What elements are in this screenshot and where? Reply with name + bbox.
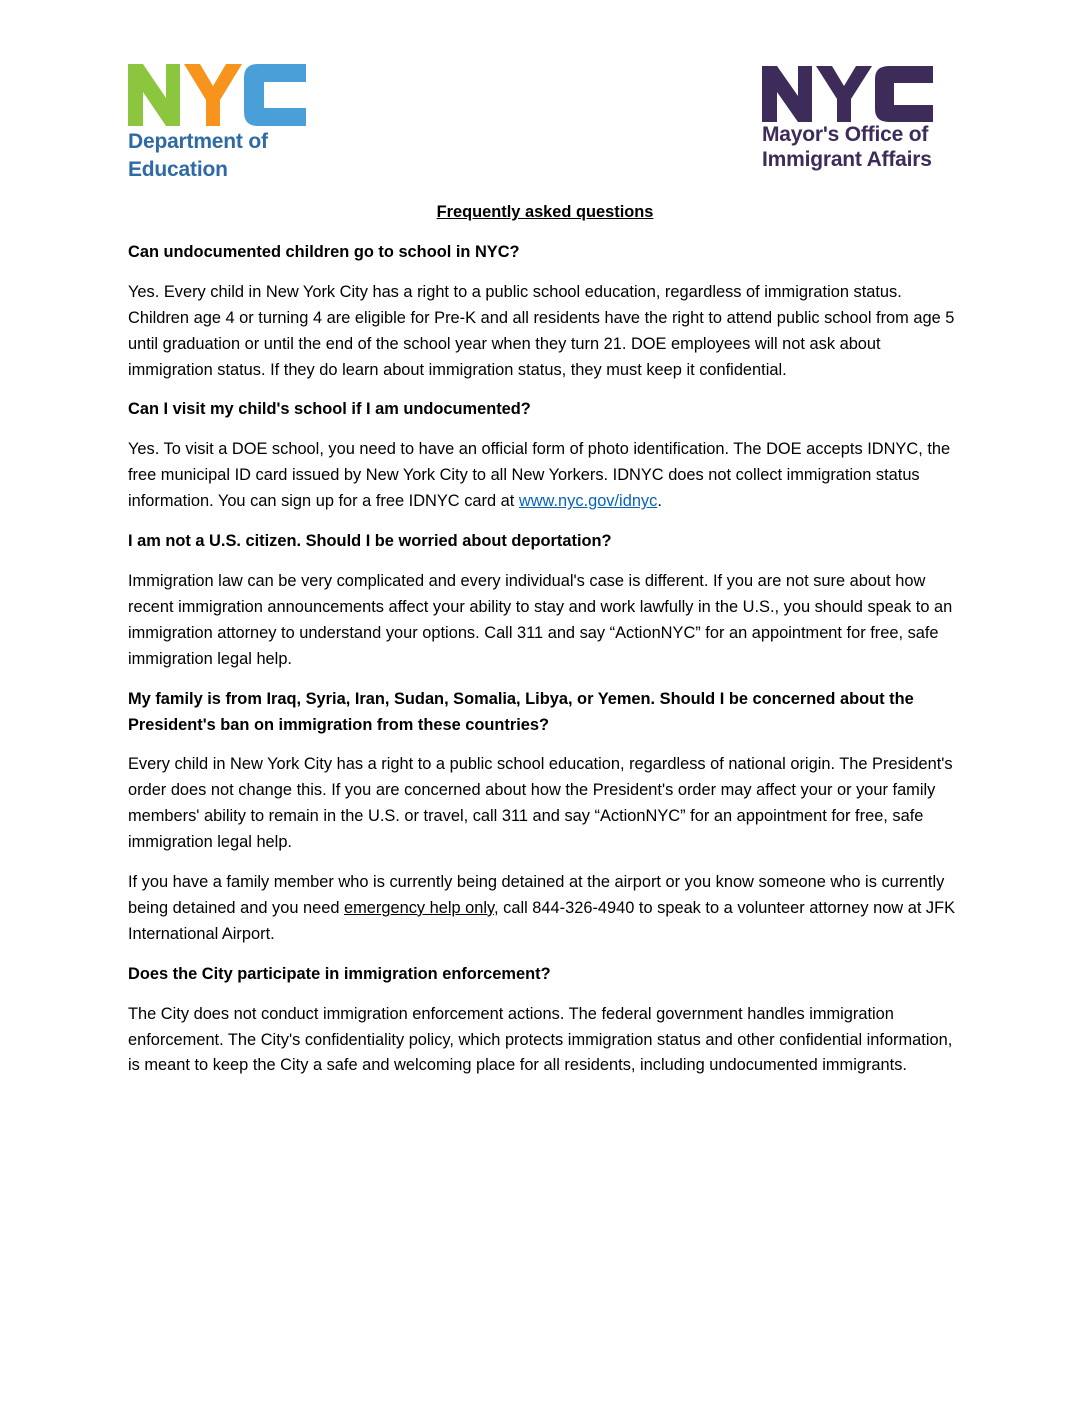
faq-answer-4: Every child in New York City has a right to a public school education, regardless of national origin. The President's order does not change this. If you are concerned about how the President's order may affect your or your family members' ability to remain in the U.S. or travel, call 311 and say “ActionNYC” for an appointment for free, safe immigration legal help. bbox=[128, 755, 953, 852]
moia-logo-line1: Mayor's Office of bbox=[762, 123, 929, 146]
logo-letter-c bbox=[244, 64, 306, 126]
emergency-text-start: If you have a family member who is currently being detained at the airport or you know someone who is currently being detained and you need bbox=[128, 873, 945, 917]
page-title: Frequently asked questions bbox=[436, 203, 654, 221]
doe-logo-line2: Education bbox=[128, 158, 228, 181]
nyc-doe-logo-mark bbox=[128, 64, 308, 126]
faq-question-2: Can I visit my child's school if I am undocumented? bbox=[128, 400, 531, 419]
faq-answer-2-end: . bbox=[657, 492, 662, 511]
faq-question-3: I am not a U.S. citizen. Should I be worried about deportation? bbox=[128, 532, 612, 551]
emergency-help-only: emergency help only bbox=[344, 898, 495, 917]
emergency-text-end: , call 844-326-4940 to speak to a volunteer attorney now at JFK International Airport. bbox=[128, 898, 956, 943]
moia-logo bbox=[762, 66, 952, 172]
logo-letter-y bbox=[816, 66, 872, 122]
logo-letter-n bbox=[128, 64, 180, 126]
doe-logo-line1: Department of bbox=[128, 130, 268, 153]
logo-letter-n bbox=[762, 66, 812, 122]
faq-answer-1: Yes. Every child in New York City has a right to a public school education, regardless of immigration status. Children age 4 or turning 4 are eligible for Pre-K and all residents have the right to attend public school from age 5 until graduation or until the end of the school year when they turn 21. DOE employees will not ask about immigration status. If they do learn about immigration status, they must keep it confidential. bbox=[128, 282, 955, 379]
faq-content bbox=[128, 200, 962, 1093]
faq-answer-2 bbox=[128, 437, 962, 515]
doe-logo bbox=[128, 64, 318, 182]
logo-letter-y bbox=[184, 64, 242, 126]
faq-answer-5: The City does not conduct immigration enforcement actions. The federal government handles immigration enforcement. The City's confidentiality policy, which protects immigration status and other confidential information, is meant to keep the City a safe and welcoming place for all residents, including undocumented immigrants. bbox=[128, 1004, 953, 1075]
nyc-moia-logo-mark bbox=[762, 66, 938, 122]
logo-letter-c bbox=[875, 66, 933, 122]
faq-question-4: My family is from Iraq, Syria, Iran, Sudan, Somalia, Libya, or Yemen. Should I be concerned about the President's ban on immigration from these countries? bbox=[128, 689, 914, 734]
faq-question-1: Can undocumented children go to school in NYC? bbox=[128, 242, 520, 261]
idnyc-link[interactable]: www.nyc.gov/idnyc bbox=[518, 492, 658, 511]
faq-answer-3: Immigration law can be very complicated and every individual's case is different. If you are not sure about how recent immigration announcements affect your ability to stay and work lawfully in the U.S., you should speak to an immigration attorney to understand your options. Call 311 and say “ActionNYC” for an appointment for free, safe immigration legal help. bbox=[128, 571, 953, 668]
faq-question-5: Does the City participate in immigration enforcement? bbox=[128, 964, 551, 983]
faq-answer-2-text: Yes. To visit a DOE school, you need to have an official form of photo identification. The DOE accepts IDNYC, the free municipal ID card issued by New York City to all New Yorkers. IDNYC does not collect immigration status information. You can sign up for a free IDNYC card at bbox=[128, 440, 951, 511]
moia-logo-line2: Immigrant Affairs bbox=[762, 148, 932, 171]
faq-answer-4-emergency bbox=[128, 870, 962, 948]
